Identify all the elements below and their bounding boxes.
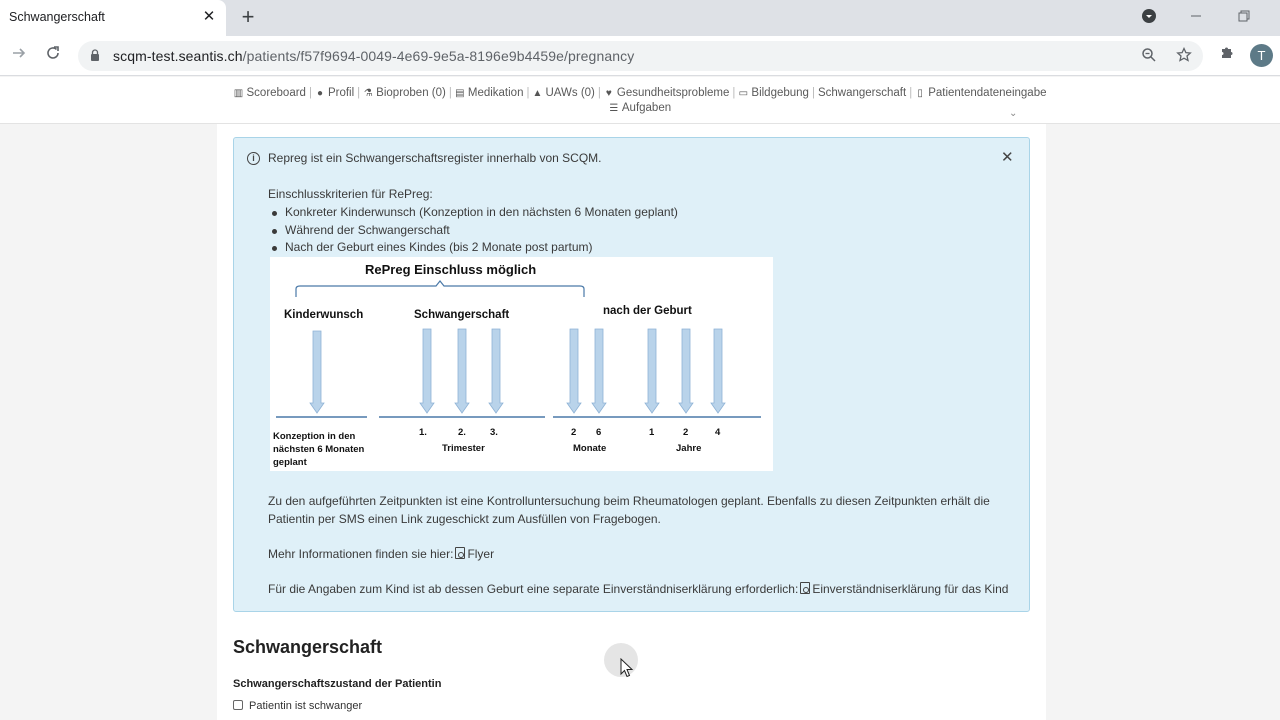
- criteria-heading: Einschlusskriterien für RePreg:: [268, 187, 433, 201]
- pregnant-checkbox[interactable]: [233, 700, 243, 710]
- nav-item-gesundheitsprobleme[interactable]: Gesundheitsprobleme: [616, 87, 730, 99]
- timeline-arrow: [420, 329, 434, 413]
- more-info-line: [268, 546, 494, 564]
- label-konzeption-3: geplant: [273, 457, 307, 468]
- nav-item-bioproben-0[interactable]: Bioproben (0): [376, 87, 446, 99]
- url-text[interactable]: scqm-test.seantis.ch/patients/f57f9694-0049-4e69-9e5a-8196e9b4459e/pregnancy: [113, 48, 635, 64]
- tick-label: 1.: [419, 427, 427, 438]
- monitor-icon: ▭: [738, 88, 749, 99]
- tick-label: 4: [715, 427, 721, 438]
- trimester-label: Trimester: [442, 443, 485, 454]
- timeline-arrow: [645, 329, 659, 413]
- followup-text-line-2: Patientin per SMS einen Link zugeschickt zum Ausfüllen von Fragebogen.: [268, 512, 661, 526]
- nav-item-aufgaben[interactable]: Aufgaben: [621, 102, 672, 114]
- nav-separator: |: [732, 87, 736, 99]
- nav-item-bildgebung[interactable]: Bildgebung: [751, 87, 809, 99]
- tablet-icon: ▯: [917, 88, 923, 99]
- tab-title: Schwangerschaft: [9, 10, 105, 24]
- minimize-icon[interactable]: [1186, 8, 1206, 28]
- group-schwangerschaft: Schwangerschaft: [414, 309, 510, 321]
- repreg-timeline-diagram: [270, 257, 773, 471]
- followup-text-line-1: Zu den aufgeführten Zeitpunkten ist eine Kontrolluntersuchung beim Rheumatologen geplant. Ebenfalls zu diesen Zeitpunkten erhält die: [268, 494, 990, 508]
- group-nach-der-geburt: nach der Geburt: [603, 305, 692, 317]
- browser-tabstrip: [0, 0, 1280, 36]
- tick-label: 2.: [458, 427, 466, 438]
- restore-icon[interactable]: [1234, 8, 1254, 28]
- pregnant-checkbox-row[interactable]: [233, 700, 362, 712]
- user-icon: ●: [316, 88, 323, 99]
- timeline-arrow: [567, 329, 581, 413]
- tab-search-icon[interactable]: [1139, 8, 1159, 28]
- info-alert: [233, 137, 1030, 612]
- group-kinderwunsch: Kinderwunsch: [284, 309, 364, 321]
- nav-separator: |: [526, 87, 530, 99]
- reload-icon[interactable]: [42, 45, 64, 67]
- alert-intro: Repreg ist ein Schwangerschaftsregister innerhalb von SCQM.: [268, 151, 602, 165]
- timeline-arrow: [679, 329, 693, 413]
- extensions-puzzle-icon[interactable]: [1216, 45, 1238, 67]
- list-item: Nach der Geburt eines Kindes (bis 2 Monate post partum): [268, 239, 678, 257]
- consent-text: Für die Angaben zum Kind ist ab dessen Geburt eine separate Einverständniserklärung erforderlich:: [268, 582, 799, 596]
- zoom-icon[interactable]: [1140, 47, 1158, 65]
- bar-chart-icon: ▥: [233, 88, 244, 99]
- consent-line: [268, 581, 1008, 599]
- profile-avatar[interactable]: T: [1250, 44, 1273, 67]
- mouse-cursor-icon: [620, 658, 634, 678]
- browser-tab[interactable]: [0, 0, 226, 36]
- flask-icon: ⚗: [363, 88, 373, 99]
- lock-icon[interactable]: [90, 49, 100, 62]
- years-label: Jahre: [676, 443, 702, 454]
- nav-item-medikation[interactable]: Medikation: [467, 87, 524, 99]
- more-info-text: Mehr Informationen finden sie hier:: [268, 547, 454, 561]
- timeline-arrow: [711, 329, 725, 413]
- tick-label: 3.: [490, 427, 498, 438]
- criteria-list: [268, 204, 678, 257]
- list-item: Während der Schwangerschaft: [268, 222, 678, 240]
- nav-item-schwangerschaft[interactable]: Schwangerschaft: [817, 87, 907, 99]
- browser-toolbar: [0, 36, 1280, 76]
- bookmark-star-icon[interactable]: [1175, 47, 1193, 65]
- timeline-arrow: [489, 329, 503, 413]
- chevron-down-icon[interactable]: ⌄: [1009, 108, 1018, 119]
- tick-label: 2: [571, 427, 577, 438]
- close-icon[interactable]: ✕: [1001, 149, 1014, 166]
- checkbox-label[interactable]: Patientin ist schwanger: [249, 700, 363, 712]
- address-bar[interactable]: [78, 41, 1203, 71]
- section-title: Schwangerschaft: [233, 637, 383, 657]
- heart-icon: ♥: [605, 88, 612, 99]
- nav-separator: |: [597, 87, 601, 99]
- patient-navigation: [0, 77, 1280, 124]
- tick-label: 2: [683, 427, 689, 438]
- list-item: Konkreter Kinderwunsch (Konzeption in den nächsten 6 Monaten geplant): [268, 204, 678, 222]
- tab-close-icon[interactable]: ✕: [202, 8, 216, 25]
- nav-links: [0, 87, 1280, 99]
- diagram-title: RePreg Einschluss möglich: [365, 262, 537, 277]
- nav-separator: |: [811, 87, 815, 99]
- info-icon: i: [247, 152, 260, 165]
- pdf-icon: [800, 582, 810, 594]
- nav-separator: |: [308, 87, 312, 99]
- label-konzeption-1: Konzeption in den: [273, 431, 356, 442]
- tick-label: 6: [596, 427, 602, 438]
- field-label: Schwangerschaftszustand der Patientin: [233, 678, 442, 690]
- nav-links-second-line: [0, 102, 1280, 114]
- new-tab-button[interactable]: +: [241, 4, 255, 29]
- flyer-link[interactable]: Flyer: [467, 547, 495, 561]
- tasks-icon: ☰: [609, 103, 619, 114]
- nav-item-uaws-0[interactable]: UAWs (0): [545, 87, 595, 99]
- warning-icon: ▲: [532, 88, 543, 99]
- nav-separator: |: [909, 87, 913, 99]
- forward-arrow-icon[interactable]: [8, 45, 30, 67]
- timeline-arrow: [592, 329, 606, 413]
- timeline-arrow: [455, 329, 469, 413]
- main-content: [217, 124, 1046, 720]
- nav-item-patientendateneingabe[interactable]: Patientendateneingabe: [928, 87, 1047, 99]
- label-konzeption-2: nächsten 6 Monaten: [273, 444, 365, 455]
- nav-separator: |: [448, 87, 452, 99]
- nav-separator: |: [357, 87, 361, 99]
- tick-label: 1: [649, 427, 655, 438]
- nav-item-scoreboard[interactable]: Scoreboard: [246, 87, 306, 99]
- months-label: Monate: [573, 443, 607, 454]
- timeline-arrow: [310, 331, 324, 413]
- pdf-icon: [455, 547, 465, 559]
- consent-link[interactable]: Einverständniserklärung für das Kind: [812, 582, 1009, 596]
- calendar-icon: ▤: [455, 88, 465, 99]
- nav-item-profil[interactable]: Profil: [327, 87, 355, 99]
